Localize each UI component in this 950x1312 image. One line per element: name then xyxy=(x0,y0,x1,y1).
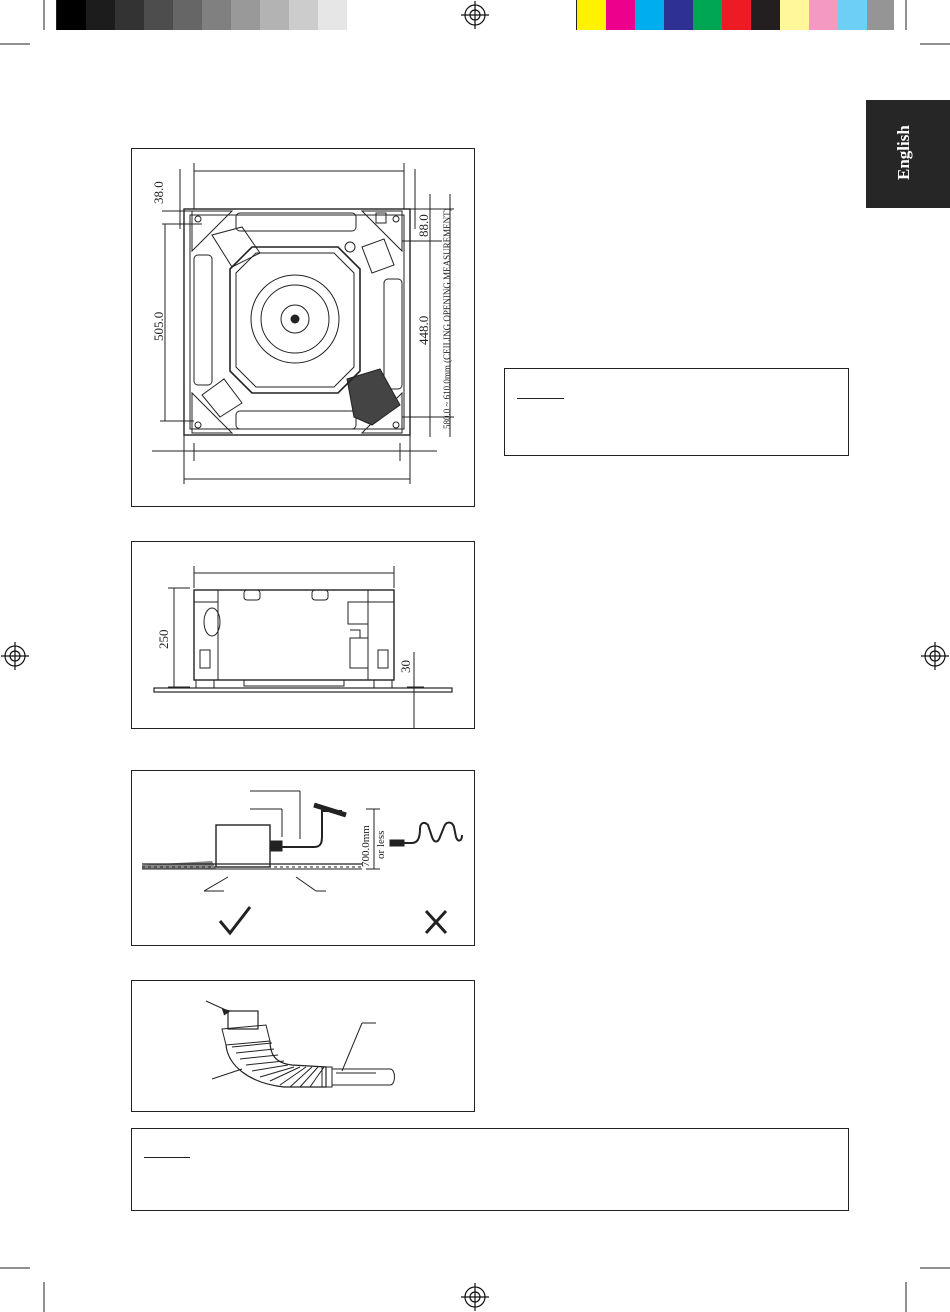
cross-mark-icon xyxy=(426,911,446,933)
note-box-small xyxy=(504,368,849,456)
dim-38: 38.0 xyxy=(151,181,166,204)
note-box-wide xyxy=(131,1128,849,1211)
registration-target-right xyxy=(921,642,949,670)
check-mark-icon xyxy=(220,907,250,933)
dim-505: 505.0 xyxy=(151,311,166,341)
figure-unit-side-view xyxy=(131,541,475,729)
dim-30: 30 xyxy=(398,660,413,673)
language-tab xyxy=(866,100,950,208)
ceiling-unit-drawing xyxy=(132,149,474,506)
ceiling-opening-label: 580.0 ~ 610.0mm (CEILING OPENING MEASUREMENT) xyxy=(442,208,452,429)
registration-target-bottom xyxy=(461,1283,489,1311)
note-heading-rule xyxy=(144,1157,190,1158)
figure-flexible-hose xyxy=(131,980,475,1112)
drain-hose-drawing xyxy=(132,771,474,945)
note-heading-rule xyxy=(517,398,564,399)
registration-target-top xyxy=(461,1,489,29)
dim-88: 88.0 xyxy=(416,214,431,237)
or-less-label: or less xyxy=(375,830,387,859)
dim-448: 448.0 xyxy=(416,315,431,345)
unit-side-drawing xyxy=(132,542,474,728)
registration-target-left xyxy=(1,642,29,670)
language-tab-label: English xyxy=(894,125,913,180)
flexible-hose-drawing xyxy=(132,981,474,1111)
figure-drain-hose-height xyxy=(131,770,475,946)
dim-700-label: 700.0mm xyxy=(360,825,372,867)
figure-ceiling-unit-top-view xyxy=(131,148,475,507)
dim-250: 250 xyxy=(156,629,171,649)
